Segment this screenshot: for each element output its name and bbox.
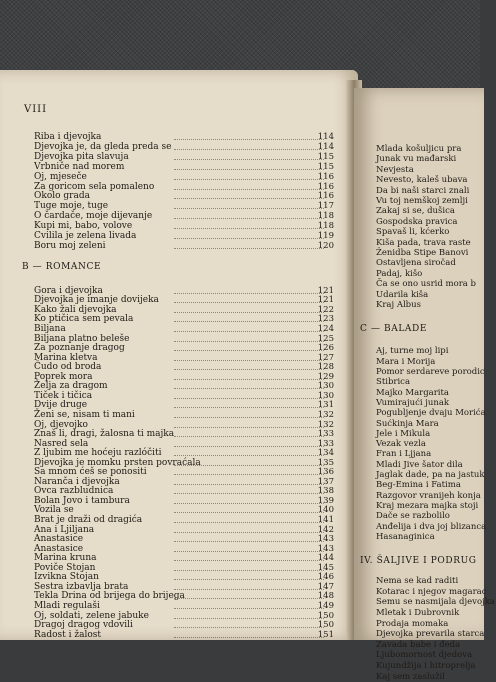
- dot-leader: [174, 324, 324, 332]
- toc-entry-page: 143: [317, 534, 334, 545]
- toc-entry-page: 115: [317, 161, 334, 172]
- toc-entry-title: Kujundžija i hitroprelja: [376, 660, 476, 671]
- toc-entry-title: Padaj, kišo: [376, 268, 423, 279]
- toc-entry-page: 149: [317, 600, 334, 611]
- toc-entry: [34, 201, 334, 211]
- toc-entry-title: Djevojka je imanje dovijeka: [34, 295, 159, 306]
- toc-entry-title: Okolo grada: [34, 191, 90, 202]
- dot-leader: [174, 505, 324, 513]
- dot-leader: [174, 467, 324, 475]
- toc-entry-page: 114: [317, 141, 334, 152]
- toc-entry-title: Majko Margarita: [376, 387, 449, 398]
- toc-entry-title: Anastasice: [34, 534, 84, 545]
- toc-entry-title: Spavaš li, kćerko: [376, 227, 450, 238]
- toc-entry-page: 146: [317, 572, 334, 583]
- toc-entry-title: Razgovor vranijeh konja: [376, 490, 481, 501]
- toc-entry: [34, 429, 334, 439]
- toc-entry-title: Junak vu mađarski: [376, 154, 457, 165]
- dot-leader: [174, 211, 324, 219]
- toc-entry-title: Mladi Jive šator dila: [376, 459, 463, 470]
- dot-leader: [174, 591, 324, 599]
- toc-entry-page: 114: [317, 132, 334, 142]
- toc-entry-title: Anđelija i dva joj blizanca: [376, 521, 487, 532]
- toc-entry-title: Kiša pada, trava raste: [376, 237, 471, 248]
- toc-entry-title: Biljana platno beleše: [34, 333, 130, 344]
- toc-entry-title: Ovca razbludnica: [34, 486, 114, 497]
- toc-entry: [34, 582, 334, 592]
- dot-leader: [174, 343, 324, 351]
- toc-entry-page: 144: [317, 553, 334, 564]
- toc-entry-title: Beg-Emina i Fatima: [376, 480, 461, 491]
- toc-entry-title: Bolan Jovo i tambura: [34, 495, 130, 506]
- toc-entry-page: 148: [317, 591, 334, 602]
- toc-entry-title: Ljubomornost djedova: [376, 650, 473, 661]
- toc-entry: [34, 221, 334, 231]
- toc-entry-title: Biljana: [34, 324, 66, 334]
- dot-leader: [174, 142, 324, 150]
- toc-entry-title: Hasanaginica: [376, 531, 435, 542]
- toc-entry-page: 139: [317, 495, 334, 506]
- dot-leader: [174, 582, 324, 590]
- toc-entry-title: Jele i Mikula: [376, 428, 431, 439]
- toc-entry-title: Zavada babe i đeda: [376, 639, 461, 650]
- toc-entry-title: Ženidba Stipe Banovi: [376, 248, 469, 258]
- dot-leader: [174, 458, 324, 466]
- toc-entry-page: 138: [317, 486, 334, 497]
- toc-entry-title: Ostavljena siročad: [376, 258, 456, 269]
- toc-entry-page: 116: [317, 191, 334, 202]
- dot-leader: [174, 496, 324, 504]
- toc-entry: [34, 362, 334, 372]
- toc-entry: [34, 601, 334, 611]
- dot-leader: [174, 429, 324, 437]
- toc-entry-page: 132: [317, 419, 334, 430]
- toc-entry-page: 133: [317, 429, 334, 440]
- toc-entry-page: 143: [317, 543, 334, 554]
- dot-leader: [174, 553, 324, 561]
- toc-entry-title: Mlada košuljicu pra: [376, 144, 462, 154]
- dot-leader: [174, 448, 324, 456]
- toc-entry: [34, 572, 334, 582]
- toc-entry: [34, 534, 334, 544]
- toc-entry-title: Za poznanje dragog: [34, 343, 125, 354]
- toc-entry: [34, 381, 334, 391]
- toc-entry-title: Vu toj nemškoj zemlji: [376, 196, 468, 206]
- toc-entry-title: Mletak i Dubrovnik: [376, 607, 460, 618]
- toc-entry-title: Sestra izbavlja brata: [34, 581, 129, 592]
- toc-entry-title: Izvikna Stojan: [34, 572, 99, 583]
- toc-entry-title: Ženi se, nisam ti mani: [34, 409, 135, 420]
- toc-entry-title: Vumirajući junak: [376, 397, 450, 408]
- toc-entry: [34, 553, 334, 563]
- toc-entry-title: Djevojka prevarila starca: [376, 629, 485, 640]
- toc-entry: [34, 410, 334, 420]
- toc-entry-page: 136: [317, 467, 334, 478]
- toc-entry: [34, 132, 334, 142]
- toc-entry: [34, 191, 334, 201]
- toc-entry-title: Sa mnom ćeš se ponositi: [34, 467, 147, 478]
- toc-entry-page: 121: [317, 295, 334, 306]
- toc-entry-page: 150: [317, 620, 334, 631]
- dot-leader: [174, 172, 324, 180]
- toc-entry-page: 120: [317, 240, 334, 251]
- toc-entry-title: Marina kruna: [34, 553, 97, 564]
- dot-leader: [174, 353, 324, 361]
- toc-entry-title: Tekla Drina od brijega do brijega: [34, 591, 185, 602]
- dot-leader: [174, 221, 324, 229]
- toc-entry-page: 118: [317, 211, 334, 222]
- toc-entry-title: Djevojka je, da gleda preda se: [34, 141, 172, 152]
- toc-entry-title: Gora i djevojka: [34, 285, 103, 296]
- toc-entry-page: 133: [317, 438, 334, 449]
- dot-leader: [174, 620, 324, 628]
- right-book-page: [354, 88, 495, 682]
- toc-entry: [34, 343, 334, 353]
- toc-entry-page: 135: [317, 457, 334, 468]
- toc-entry: [34, 448, 334, 458]
- toc-entry: [34, 486, 334, 496]
- toc-entry-title: Oj, mjeseče: [34, 171, 87, 182]
- toc-entry-title: Riba i djevojka: [34, 132, 102, 142]
- toc-entry-title: Nema se kad raditi: [376, 576, 459, 587]
- toc-entry: [34, 420, 334, 430]
- dot-leader: [174, 191, 324, 199]
- toc-entry: [34, 591, 334, 601]
- dot-leader: [174, 601, 324, 609]
- dot-leader: [174, 525, 324, 533]
- dot-leader: [174, 420, 324, 428]
- toc-entry-page: 123: [317, 314, 334, 325]
- toc-entry: [34, 467, 334, 477]
- section-heading-romance: B — ROMANCE: [22, 261, 102, 272]
- toc-entry: [34, 563, 334, 573]
- toc-entry-page: 126: [317, 343, 334, 354]
- toc-entry-title: Brat je draži od dragića: [34, 515, 143, 525]
- dot-leader: [174, 372, 324, 380]
- toc-entry: [34, 505, 334, 515]
- toc-entry-page: 137: [317, 476, 334, 487]
- toc-entry: [34, 496, 334, 506]
- toc-entry-title: Anastasice: [34, 543, 84, 554]
- toc-entry: [34, 620, 334, 630]
- dot-leader: [174, 563, 324, 571]
- dot-leader: [174, 152, 324, 160]
- toc-entry-title: Oj, soldati, zelene jabuke: [34, 610, 149, 621]
- toc-entry-title: Cvilila je zelena livada: [34, 231, 137, 241]
- toc-entry-page: 151: [317, 629, 334, 640]
- toc-entry-page: 129: [317, 371, 334, 382]
- toc-entry-title: Prodaja momaka: [376, 618, 449, 629]
- toc-entry-page: 116: [317, 171, 334, 182]
- toc-entry-title: Pogubljenje dvaju Morića: [376, 408, 486, 419]
- dot-leader: [174, 362, 324, 370]
- toc-entry: [34, 182, 334, 192]
- dot-leader: [174, 305, 324, 313]
- toc-entry-page: 141: [317, 515, 334, 525]
- toc-entry-title: Gospodska pravica: [376, 216, 458, 227]
- toc-entry-title: Za goricom sela pomaleno: [34, 181, 155, 192]
- toc-entry-title: Fran i Ljjana: [376, 449, 432, 460]
- toc-entry-title: Da bi naši starci znali: [376, 185, 470, 196]
- dot-leader: [174, 132, 324, 140]
- toc-entry: [34, 172, 334, 182]
- toc-entry-title: Dragoj dragog vdovili: [34, 620, 133, 631]
- toc-entry: [34, 630, 334, 640]
- dot-leader: [174, 400, 324, 408]
- toc-entry: [34, 324, 334, 334]
- toc-entry-page: 131: [317, 400, 334, 411]
- toc-entry: [34, 286, 334, 296]
- dot-leader: [174, 477, 324, 485]
- toc-entry-title: Kraj mezara majka stoji: [376, 500, 479, 511]
- toc-entry-title: Pomor serdareve porodic: [376, 367, 485, 377]
- left-book-page: [0, 70, 358, 640]
- toc-entry-page: 147: [317, 581, 334, 592]
- toc-entry-page: 125: [317, 333, 334, 344]
- toc-entry-page: 124: [317, 324, 334, 334]
- dot-leader: [174, 241, 324, 249]
- toc-entry-title: Stibrica: [376, 377, 411, 388]
- toc-entry-title: Udarila kiša: [376, 289, 429, 300]
- toc-entry-title: Vrbniče nad morem: [34, 161, 125, 172]
- toc-entry-page: 130: [317, 390, 334, 401]
- toc-entry-page: 134: [317, 448, 334, 459]
- toc-entry-title: Vezak vezla: [376, 439, 426, 450]
- dot-leader: [174, 486, 324, 494]
- toc-entry: [34, 162, 334, 172]
- dot-leader: [174, 611, 324, 619]
- toc-entry-title: Znaš li, dragi, žalosna ti majka: [34, 429, 175, 440]
- toc-entry-title: Sućkinja Mara: [376, 418, 439, 429]
- toc-entry-title: Nevesto, kaleš ubava: [376, 175, 468, 186]
- dot-leader: [174, 410, 324, 418]
- toc-entry-title: Dače se razbolilo: [376, 511, 450, 522]
- toc-entry-page: 121: [317, 285, 334, 296]
- toc-entry: [34, 152, 334, 162]
- toc-entry-title: Dvije druge: [34, 400, 88, 411]
- toc-entry-title: Marina kletva: [34, 352, 98, 363]
- toc-entry-page: 115: [317, 151, 334, 162]
- toc-entry: [34, 295, 334, 305]
- dot-leader: [174, 515, 324, 523]
- dot-leader: [174, 572, 324, 580]
- dot-leader: [174, 544, 324, 552]
- toc-entry-page: 132: [317, 409, 334, 420]
- toc-entry-title: Kako žali djevojka: [34, 304, 117, 315]
- toc-entry-title: Radost i žalost: [34, 629, 102, 640]
- toc-entry-title: Aj, turne moj lipi: [376, 346, 449, 357]
- toc-entry-title: Oj, djevojko: [34, 419, 88, 430]
- toc-entry-page: 142: [317, 524, 334, 535]
- toc-entry-page: 122: [317, 304, 334, 315]
- toc-entry-title: Kotarac i njegov magarac: [376, 586, 487, 597]
- dot-leader: [174, 314, 324, 322]
- toc-entry-page: 118: [317, 221, 334, 232]
- toc-entry: [34, 525, 334, 535]
- dot-leader: [174, 381, 324, 389]
- toc-entry: [34, 391, 334, 401]
- toc-entry-title: Poviče Stojan: [34, 562, 96, 573]
- toc-entry-title: Naranča i djevojka: [34, 476, 120, 487]
- toc-entry-title: O čardače, moje dijevanje: [34, 211, 153, 222]
- toc-entry: [34, 515, 334, 525]
- section-heading-saljive: IV. ŠALJIVE I PODRUG: [360, 556, 477, 567]
- toc-entry-title: Boru moj zeleni: [34, 240, 106, 251]
- toc-entry-title: Djevojka pita slavuja: [34, 151, 129, 162]
- toc-entry-title: Mladi regulaši: [34, 600, 100, 611]
- toc-entry: [34, 334, 334, 344]
- toc-entry-title: Ko ptičica sem pevala: [34, 314, 134, 325]
- toc-entry-page: 128: [317, 362, 334, 373]
- toc-entry-title: Nevjesta: [376, 164, 414, 175]
- dot-leader: [174, 182, 324, 190]
- dot-leader: [174, 439, 324, 447]
- dot-leader: [174, 231, 324, 239]
- toc-entry-title: Jaglak dade, pa na jastuk: [376, 470, 485, 480]
- dot-leader: [174, 334, 324, 342]
- toc-entry: [34, 142, 334, 152]
- toc-entry-title: Tuge moje, tuge: [34, 201, 109, 212]
- toc-entry: [34, 477, 334, 487]
- toc-entry-page: 140: [317, 505, 334, 516]
- toc-entry-title: Djevojka je momku prsten povraćala: [34, 457, 201, 468]
- dot-leader: [174, 534, 324, 542]
- toc-entry: [34, 314, 334, 324]
- toc-entry-title: Kaj sem zaslužil: [376, 671, 445, 682]
- toc-entry-page: 117: [317, 201, 334, 212]
- toc-entry-title: Ana i Ljiljana: [34, 524, 95, 535]
- dot-leader: [174, 286, 324, 294]
- toc-entry-title: Zakaj si se, dušica: [376, 206, 455, 217]
- toc-entry: [34, 544, 334, 554]
- toc-entry: [34, 231, 334, 241]
- toc-entry-page: 127: [317, 352, 334, 363]
- dot-leader: [174, 162, 324, 170]
- toc-entry-page: 116: [317, 181, 334, 192]
- toc-entry-title: Ča se ono usrid mora b: [376, 279, 476, 290]
- toc-entry-page: 119: [317, 231, 334, 241]
- toc-entry: [34, 241, 334, 251]
- toc-entry-title: Poprek mora: [34, 371, 93, 382]
- page-number: VIII: [24, 104, 48, 115]
- toc-entry: [34, 611, 334, 621]
- section-heading-balade: C — BALADE: [360, 324, 427, 335]
- toc-entry: [34, 400, 334, 410]
- toc-entry-page: 145: [317, 562, 334, 573]
- toc-entry-page: 130: [317, 381, 334, 392]
- dot-leader: [174, 201, 324, 209]
- toc-entry-title: Kraj Albus: [376, 300, 421, 310]
- toc-entry-page: 150: [317, 610, 334, 621]
- toc-entry-title: Kupi mi, babo, volove: [34, 221, 133, 232]
- toc-entry-title: Nasred sela: [34, 438, 89, 449]
- dot-leader: [174, 630, 324, 638]
- toc-entry: [34, 211, 334, 221]
- dot-leader: [174, 391, 324, 399]
- toc-entry-title: Vozila se: [34, 505, 74, 516]
- toc-entry-title: Tiček i tičica: [34, 390, 93, 401]
- toc-entry-title: Mara i Morija: [376, 356, 436, 367]
- toc-entry-title: Semu se nasmijala djevojka: [376, 597, 495, 608]
- toc-entry-title: Z ljubim me hoćeju razlóčiti: [34, 448, 162, 459]
- toc-entry-title: Želja za dragom: [34, 381, 108, 392]
- toc-entry-title: Čudo od broda: [34, 362, 102, 373]
- dot-leader: [174, 295, 324, 303]
